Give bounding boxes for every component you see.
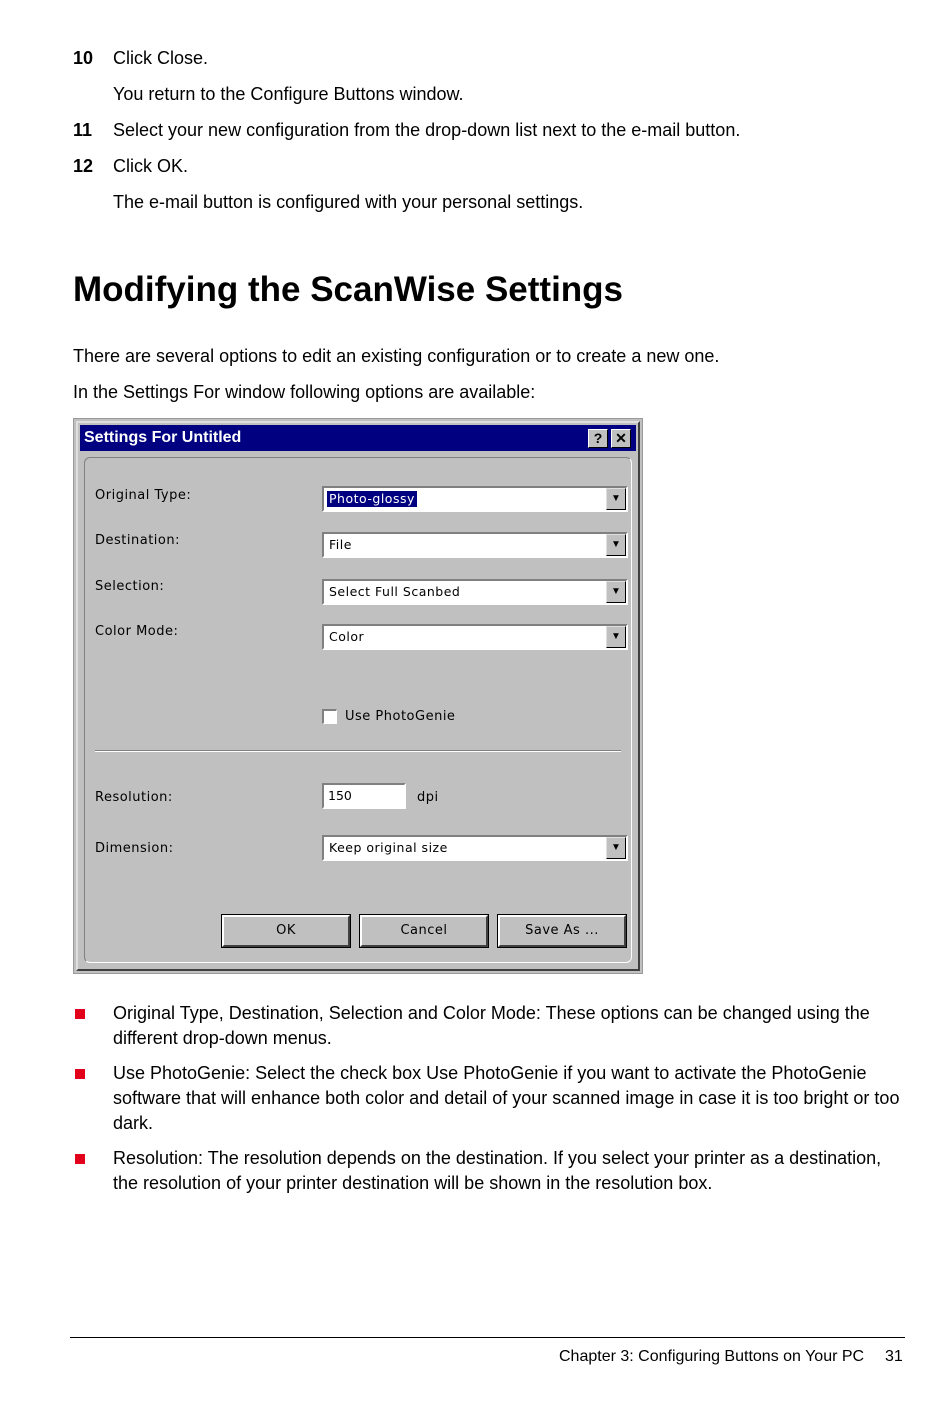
original-type-dropdown[interactable]	[322, 486, 628, 512]
chevron-down-icon[interactable]: ▼	[606, 534, 626, 556]
save-as-button[interactable]: Save As ...	[498, 915, 626, 947]
chevron-down-icon[interactable]: ▼	[606, 626, 626, 648]
bullet-square-icon	[75, 1154, 85, 1164]
chevron-down-icon[interactable]: ▼	[606, 488, 626, 510]
color-mode-dropdown[interactable]	[322, 624, 628, 650]
original-type-label: Original Type:	[95, 488, 192, 503]
photogenie-checkbox[interactable]	[322, 709, 337, 724]
step-text: Click Close.	[113, 48, 209, 68]
resolution-unit: dpi	[417, 790, 439, 805]
bullet-square-icon	[75, 1069, 85, 1079]
settings-panel	[84, 457, 632, 963]
dialog-titlebar[interactable]	[80, 425, 636, 451]
selection-value: Select Full Scanbed	[329, 584, 461, 599]
settings-dialog	[76, 421, 640, 971]
resolution-label: Resolution:	[95, 790, 173, 805]
step-text: Select your new configuration from the drop-down list next to the e-mail button.	[113, 120, 741, 140]
step-number: 12	[73, 156, 94, 176]
bullet-text: Original Type, Destination, Selection and Color Mode: These options can be changed using the different drop-down menus.	[113, 1003, 870, 1048]
intro-paragraph: In the Settings For window following options are available:	[73, 382, 536, 402]
dialog-title: Settings For Untitled	[84, 429, 242, 446]
step-number: 10	[73, 48, 94, 68]
ok-button[interactable]: OK	[222, 915, 350, 947]
footer-divider	[70, 1337, 905, 1338]
section-heading: Modifying the ScanWise Settings	[73, 270, 624, 309]
selection-dropdown[interactable]	[322, 579, 628, 605]
bullet-text: Use PhotoGenie: Select the check box Use PhotoGenie if you want to activate the PhotoGenie software that will enhance both color and detail of your scanned image in case it is too bright or too dark.	[113, 1063, 900, 1133]
help-button[interactable]: ?	[588, 429, 608, 448]
step-12-result: The e-mail button is configured with your personal settings.	[113, 192, 584, 212]
bullet-square-icon	[75, 1009, 85, 1019]
dimension-label: Dimension:	[95, 841, 174, 856]
footer-chapter: Chapter 3: Configuring Buttons on Your PC	[559, 1348, 865, 1365]
separator	[95, 750, 621, 752]
destination-dropdown[interactable]	[322, 532, 628, 558]
dimension-value: Keep original size	[329, 840, 448, 855]
cancel-button[interactable]: Cancel	[360, 915, 488, 947]
chevron-down-icon[interactable]: ▼	[606, 837, 626, 859]
resolution-value: 150	[328, 788, 352, 803]
step-number: 11	[73, 120, 93, 140]
intro-paragraph: There are several options to edit an existing configuration or to create a new one.	[73, 346, 720, 366]
photogenie-label[interactable]: Use PhotoGenie	[345, 709, 456, 724]
step-text: Click OK.	[113, 156, 189, 176]
dimension-dropdown[interactable]	[322, 835, 628, 861]
destination-value: File	[329, 537, 352, 552]
color-mode-label: Color Mode:	[95, 624, 179, 639]
bullet-text: Resolution: The resolution depends on the destination. If you select your printer as a destination, the resolution of your printer destination will be shown in the resolution box.	[113, 1148, 882, 1193]
resolution-input[interactable]	[322, 783, 406, 809]
page-number: 31	[885, 1348, 903, 1365]
chevron-down-icon[interactable]: ▼	[606, 581, 626, 603]
destination-label: Destination:	[95, 533, 180, 548]
settings-dialog-screenshot	[73, 418, 643, 974]
selection-label: Selection:	[95, 579, 165, 594]
step-10-result: You return to the Configure Buttons window.	[113, 84, 464, 104]
original-type-value: Photo-glossy	[329, 491, 415, 506]
close-button[interactable]: ✕	[611, 429, 631, 448]
color-mode-value: Color	[329, 629, 365, 644]
